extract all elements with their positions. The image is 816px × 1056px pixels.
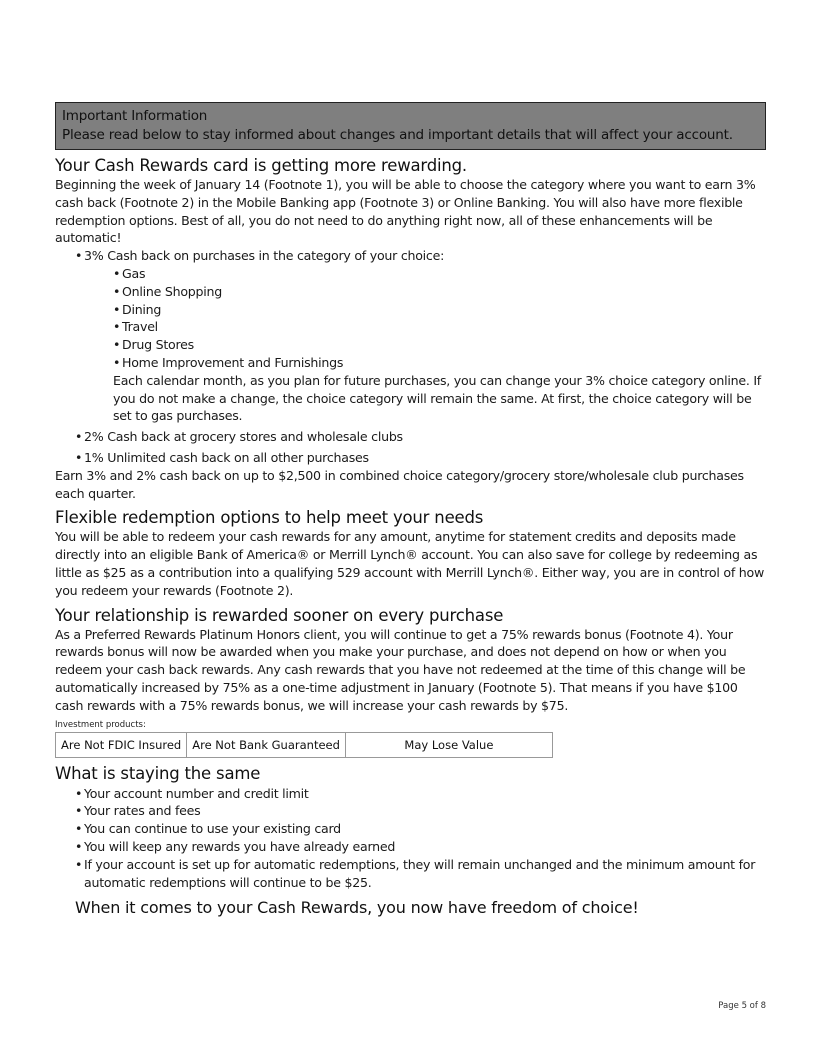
document-page [55,102,766,918]
section-heading-relationship: Your relationship is rewarded sooner on every purchase [55,605,504,625]
section-heading-redemption: Flexible redemption options to help meet your needs [55,508,484,528]
category-list [55,265,766,372]
page-number: Page 5 of 8 [718,1001,766,1011]
category-item: • Drug Stores [122,336,766,354]
tier-1pct-item: • 1% Unlimited cash back on all other purchases [84,449,766,467]
staying-same-item: • You can continue to use your existing card [84,820,766,838]
section-intro-paragraph: Beginning the week of January 14 (Footnote 1), you will be able to choose the category where you want to earn 3% cash back (Footnote 2) in the Mobile Banking app (Footnote 3) or Online Banking. You will also have more flexible redemption options. Best of all, you do not need to do anything right now, all of these enhancements will be automatic! [55,177,756,246]
category-item: • Travel [122,318,766,336]
disclosure-not-bank-guaranteed: Are Not Bank Guaranteed [187,732,346,757]
section-heading-staying-same: What is staying the same [55,763,261,783]
closing-statement: When it comes to your Cash Rewards, you now have freedom of choice! [75,898,639,918]
staying-same-list [55,785,766,892]
rewards-tier-list [55,247,766,265]
important-information-box [55,102,766,150]
staying-same-item: • Your rates and fees [84,802,766,820]
tier-3pct-label: 3% Cash back on purchases in the category of your choice: [84,248,445,264]
staying-same-item: • You will keep any rewards you have already earned [84,838,766,856]
tier-2pct-item: • 2% Cash back at grocery stores and wholesale clubs [84,428,766,446]
info-box-subtitle: Please read below to stay informed about changes and important details that will affect your account. [62,127,733,143]
category-item: • Online Shopping [122,283,766,301]
category-note: Each calendar month, as you plan for future purchases, you can change your 3% choice category online. If you do not make a change, the choice category will remain the same. At first, the choice category will be set to gas purchases. [113,372,761,424]
quarterly-cap-note: Earn 3% and 2% cash back on up to $2,500 in combined choice category/grocery store/wholesale club purchases each quarter. [55,467,744,501]
category-item: • Dining [122,301,766,319]
investment-products-label: Investment products: [55,719,146,730]
staying-same-item: • Your account number and credit limit [84,785,766,803]
disclosure-may-lose-value: May Lose Value [345,732,552,757]
relationship-paragraph: As a Preferred Rewards Platinum Honors client, you will continue to get a 75% rewards bonus (Footnote 4). Your rewards bonus will now be awarded when you make your purchase, and does not depend on how or when you redeem your cash back rewards. Any cash rewards that you have not redeemed at the time of this change will be automatically increased by 75% as a one-time adjustment in January (Footnote 5). That means if you have $100 cash rewards with a 75% rewards bonus, we will increase your cash rewards by $75. [55,626,746,713]
investment-disclosure-table [55,732,553,758]
category-item: • Home Improvement and Furnishings [122,354,766,372]
rewards-tier-list-continued [55,428,766,467]
tier-3pct-item [84,247,766,265]
info-box-title: Important Information [62,108,208,124]
disclosure-not-fdic-insured: Are Not FDIC Insured [56,732,187,757]
staying-same-item: • If your account is set up for automatic redemptions, they will remain unchanged and the minimum amount for automatic redemptions will continue to be $25. [84,856,766,892]
redemption-paragraph: You will be able to redeem your cash rewards for any amount, anytime for statement credits and deposits made directly into an eligible Bank of America® or Merrill Lynch® account. You can also save for college by redeeming as little as $25 as a contribution into a qualifying 529 account with Merrill Lynch®. Either way, you are in control of how you redeem your rewards (Footnote 2). [55,529,765,598]
section-heading-cash-rewards: Your Cash Rewards card is getting more rewarding. [55,156,467,175]
category-item: • Gas [122,265,766,283]
